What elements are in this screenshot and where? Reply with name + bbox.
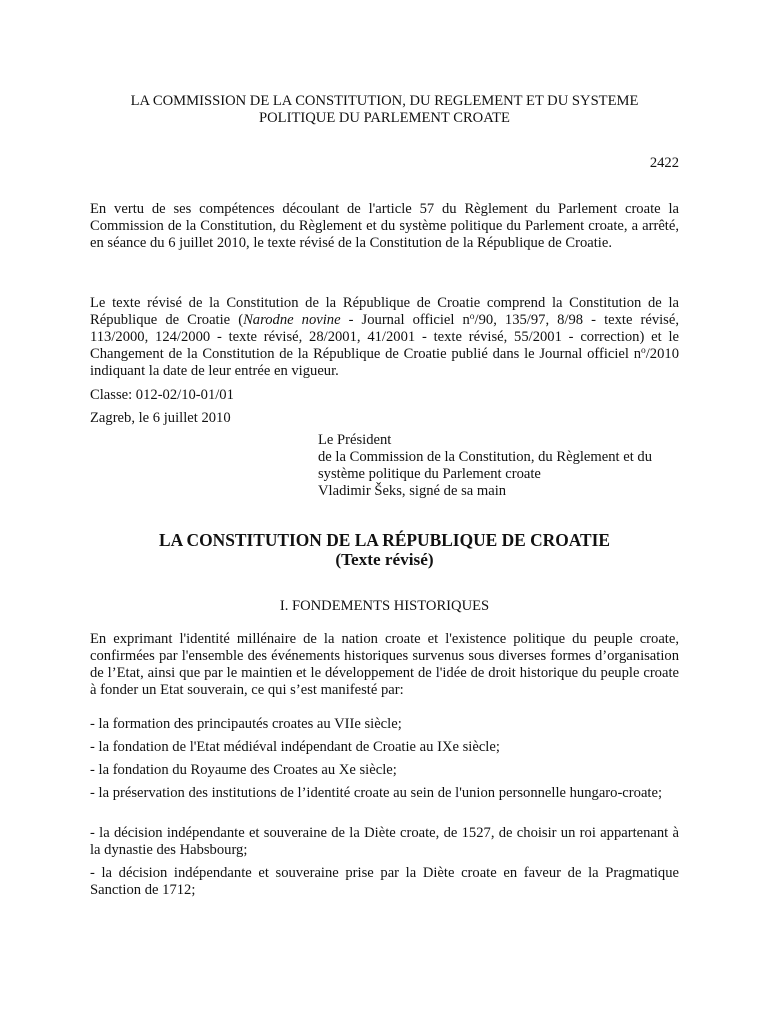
composition-text-2: - Journal officiel n: [340, 312, 470, 328]
composition-paragraph: [90, 295, 679, 380]
document-number: 2422: [649, 155, 679, 171]
intro-paragraph: En vertu de ses compétences découlant de l'article 57 du Règlement du Parlement croate la Commission de la Constitution, du Règlement et du système politique du Parlement croate, a arrêté, en séance du 6 juillet 2010, le texte révisé de la Constitution de la République de Croatie.: [90, 201, 679, 251]
list-item: - la préservation des institutions de l’identité croate au sein de l'union personnelle hungaro-croate;: [90, 785, 663, 801]
signature-line-2: de la Commission de la Constitution, du Règlement et du: [318, 449, 653, 465]
signature-block: [318, 432, 688, 500]
list-item: - la décision indépendante et souveraine prise par la Diète croate en faveur de la Pragmatique Sanction de 1712;: [90, 865, 679, 898]
classe-reference: Classe: 012-02/10-01/01: [90, 387, 234, 403]
section-heading: I. FONDEMENTS HISTORIQUES: [279, 598, 490, 614]
place-date: Zagreb, le 6 juillet 2010: [90, 410, 231, 426]
composition-text-3: /90, 135/97, 8/98 - texte révisé, 113/2000, 124/2000 - texte révisé, 28/2001, 41/2001 - texte révisé, 55/2001 - correction) et le Changement de la Constitution de la République de Croatie publié dans le Journal officiel n: [90, 312, 679, 362]
number-sign-superscript-1: o: [469, 312, 475, 322]
constitution-title: LA CONSTITUTION DE LA RÉPUBLIQUE DE CROATIE: [159, 530, 610, 550]
list-item: - la fondation de l'Etat médiéval indépendant de Croatie au IXe siècle;: [90, 739, 500, 755]
section-intro-paragraph: En exprimant l'identité millénaire de la nation croate et l'existence politique du peuple croate, confirmées par l'ensemble des événements historiques survenus sous diverses formes d’organisation de l’Etat, ainsi que par le maintien et le développement de l'idée de droit historique du peuple croate à fonder un Etat souverain, ce qui s’est manifesté par:: [90, 631, 679, 698]
composition-text-4: /2010 indiquant la date de leur entrée en vigueur.: [90, 346, 679, 379]
constitution-subtitle: (Texte révisé): [335, 550, 434, 569]
header-line-1: LA COMMISSION DE LA CONSTITUTION, DU REGLEMENT ET DU SYSTEME: [130, 93, 639, 109]
signature-line-3: système politique du Parlement croate: [318, 466, 541, 482]
commission-header: [90, 93, 679, 127]
list-item: - la formation des principautés croates au VIIe siècle;: [90, 716, 402, 732]
signature-line-1: Le Président: [318, 432, 392, 448]
number-sign-superscript-2: o: [641, 346, 646, 356]
composition-text-1: Le texte révisé de la Constitution de la République de Croatie comprend la Constitution de la République de Croatie (: [90, 295, 679, 328]
list-item: - la fondation du Royaume des Croates au Xe siècle;: [90, 762, 397, 778]
narodne-novine-title: Narodne novine: [243, 312, 341, 328]
list-item: - la décision indépendante et souveraine de la Diète croate, de 1527, de choisir un roi appartenant à la dynastie des Habsbourg;: [90, 825, 679, 858]
header-line-2: POLITIQUE DU PARLEMENT CROATE: [259, 110, 510, 126]
signature-line-4: Vladimir Šeks, signé de sa main: [318, 483, 507, 499]
